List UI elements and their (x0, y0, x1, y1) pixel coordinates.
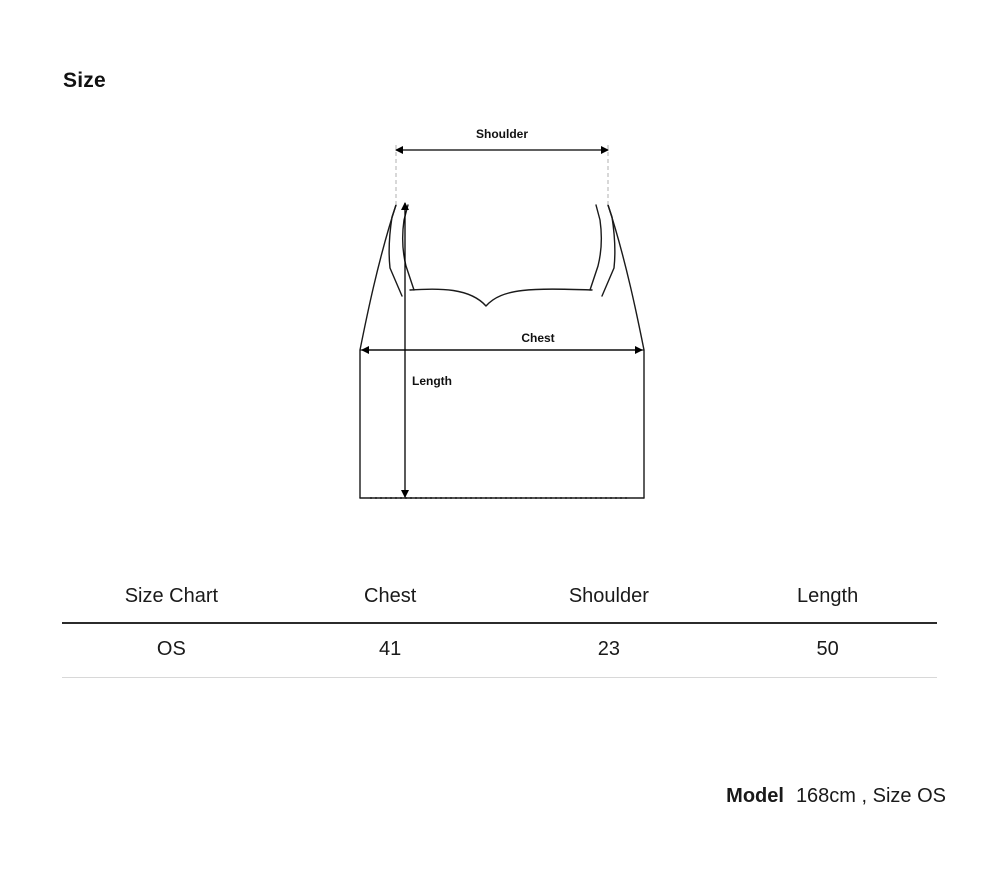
diagram-label-shoulder: Shoulder (475, 127, 529, 141)
cell-size: OS (62, 623, 281, 678)
size-chart-table-wrapper (62, 585, 937, 678)
diagram-label-chest: Chest (521, 331, 555, 345)
page-title: Size (63, 69, 106, 92)
model-label: Model (726, 785, 784, 807)
cell-chest: 41 (281, 623, 500, 678)
cell-length: 50 (718, 623, 937, 678)
table-row (62, 623, 937, 678)
table-header-shoulder: Shoulder (500, 585, 719, 623)
table-header-size-chart: Size Chart (62, 585, 281, 623)
model-info (726, 785, 946, 808)
table-header-row (62, 585, 937, 623)
model-value: 168cm , Size OS (795, 785, 946, 807)
size-chart-table (62, 585, 937, 678)
table-header-chest: Chest (281, 585, 500, 623)
diagram-label-length: Length (412, 374, 452, 388)
garment-measurement-diagram (330, 110, 690, 530)
table-header-length: Length (718, 585, 937, 623)
cell-shoulder: 23 (500, 623, 719, 678)
